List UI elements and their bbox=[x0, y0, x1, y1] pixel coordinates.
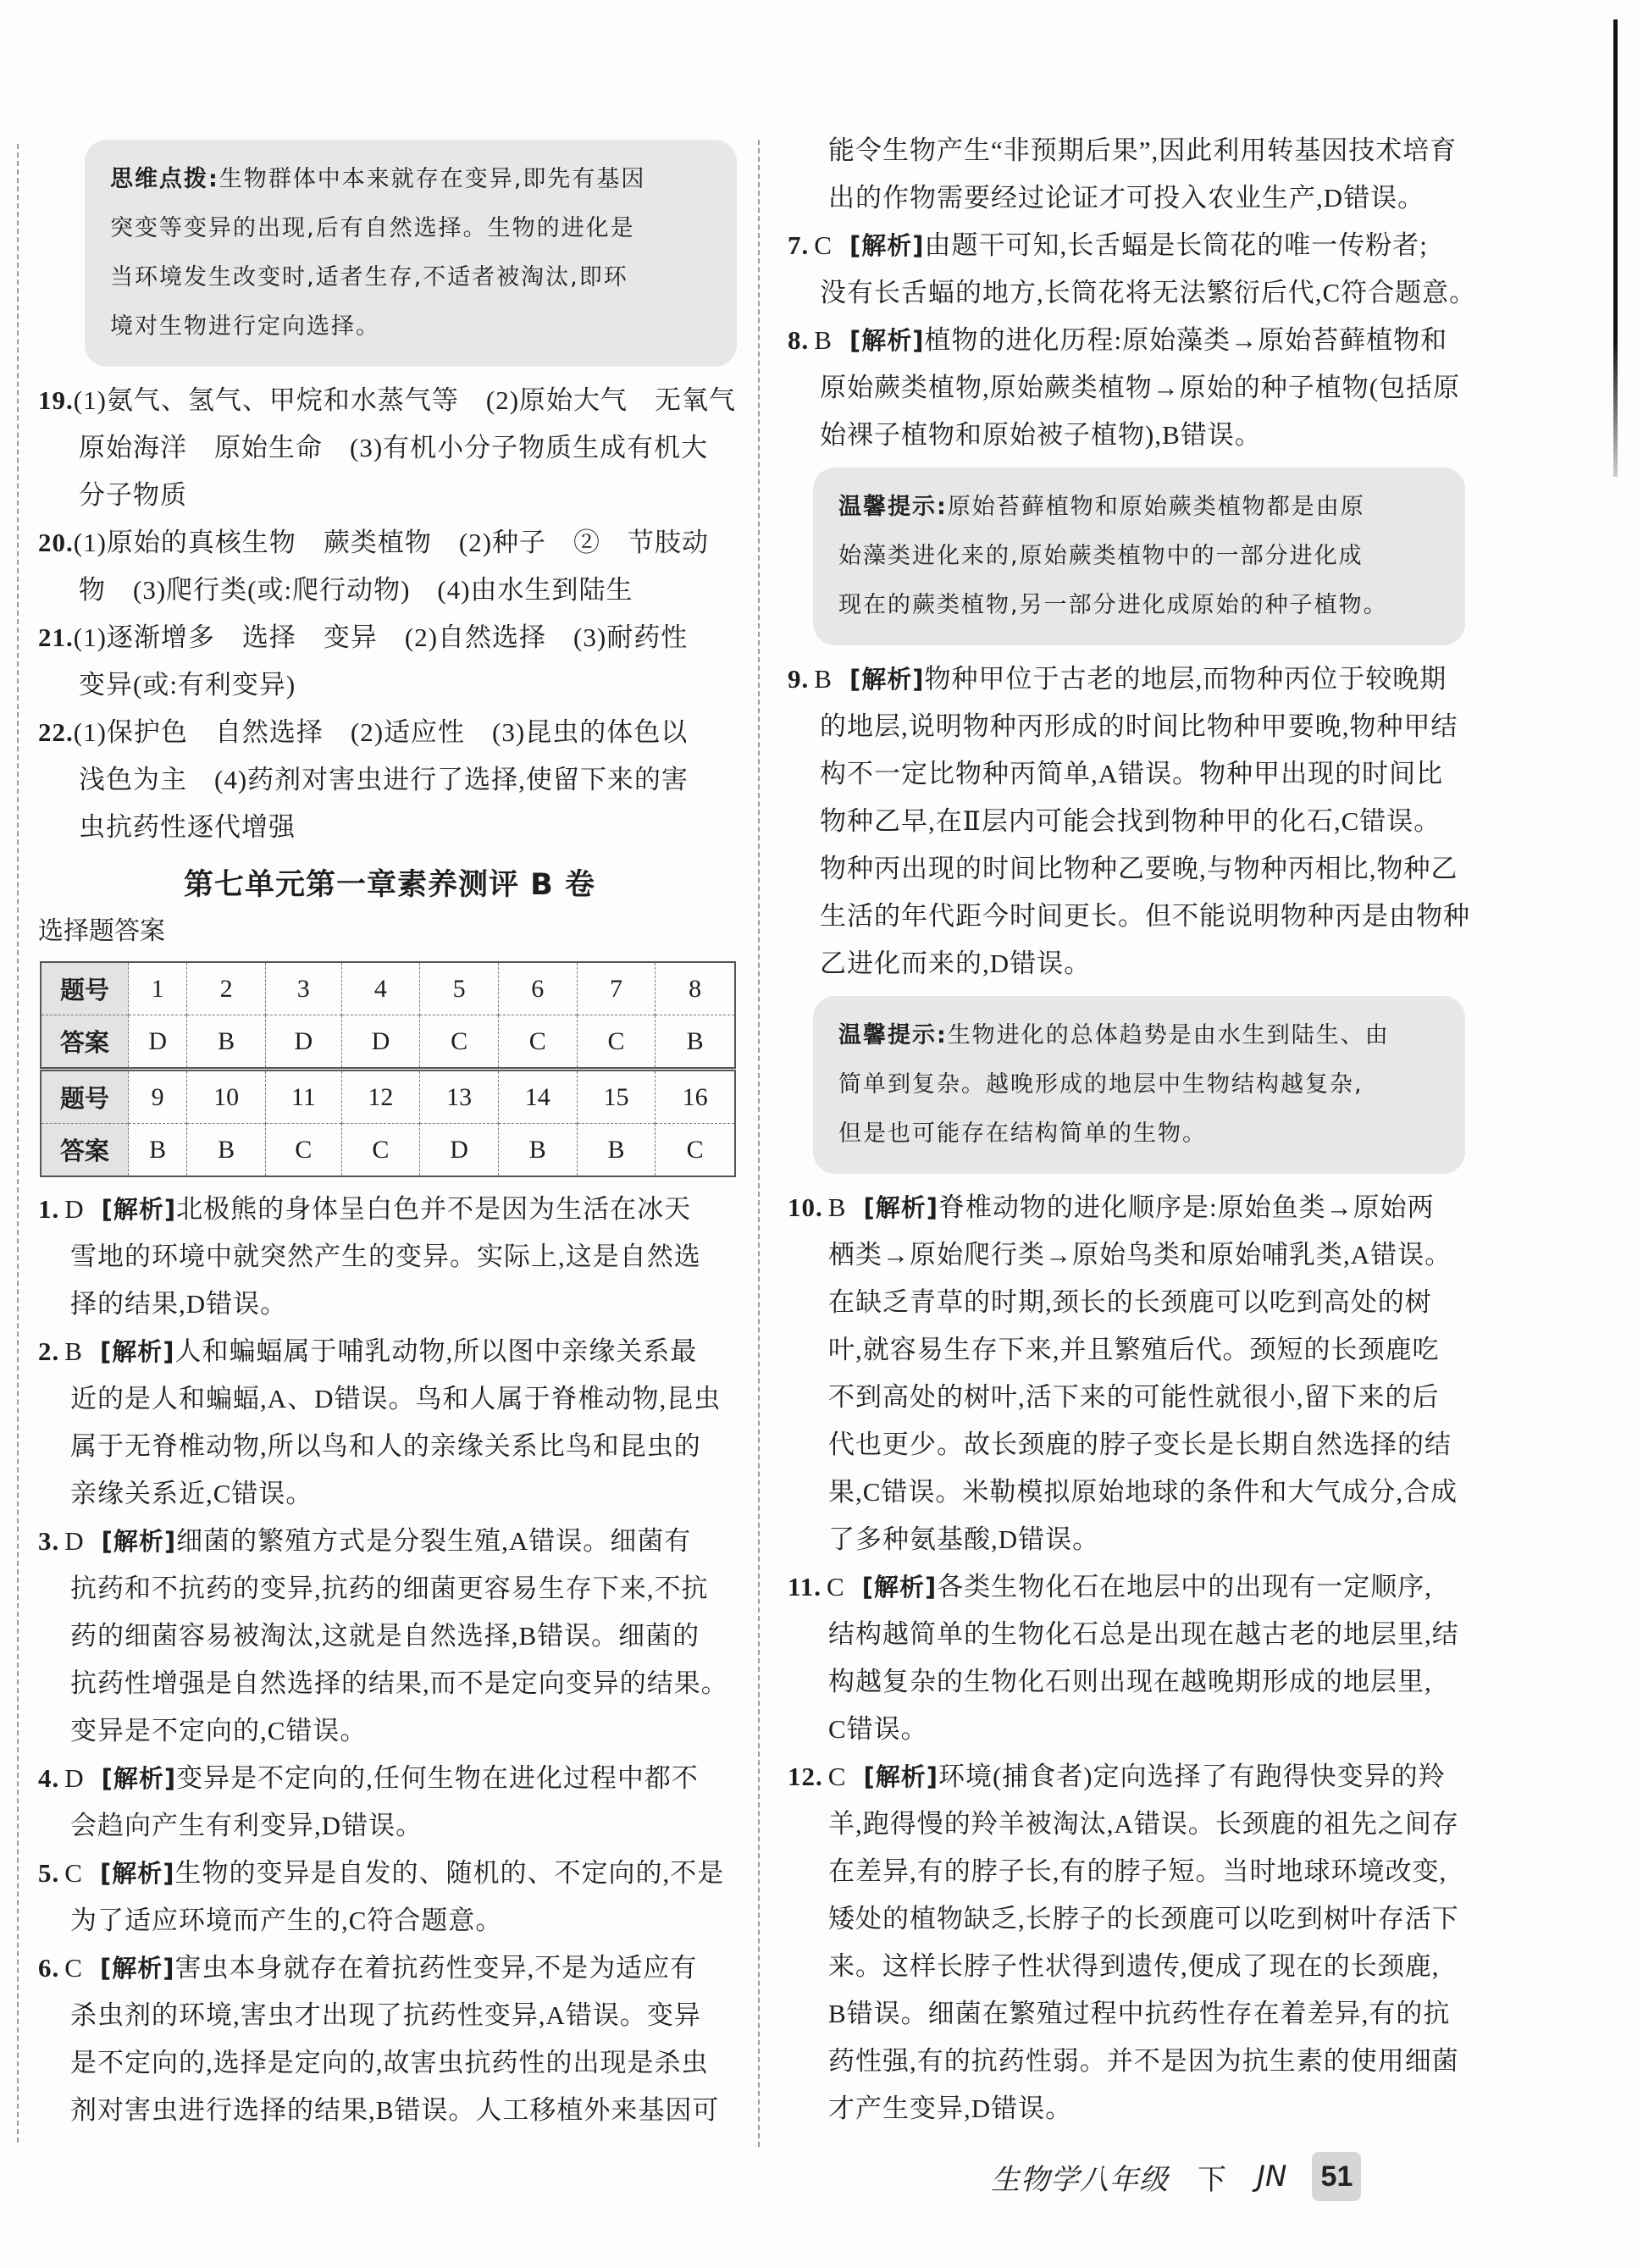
explanation-text: B错误。细菌在繁殖过程中抗药性存在着差异,有的抗 bbox=[828, 1999, 1451, 2028]
explanation-first-line bbox=[38, 1518, 741, 1565]
explanation-text: 矮处的植物缺乏,长脖子的长颈鹿可以吃到树叶存活下 bbox=[828, 1904, 1459, 1933]
answer-first-line bbox=[38, 519, 741, 567]
explanation-text: 不到高处的树叶,活下来的可能性就很小,留下来的后 bbox=[828, 1382, 1440, 1412]
explanation-text: 药性强,有的抗药性弱。并不是因为抗生素的使用细菌 bbox=[828, 2046, 1459, 2076]
answer-item bbox=[38, 709, 741, 851]
answer-first-line bbox=[38, 614, 741, 661]
answer-letter: C bbox=[814, 230, 833, 260]
explanation-text: 各类生物化石在地层中的出现有一定顺序, bbox=[937, 1572, 1432, 1601]
answer-cell: C bbox=[420, 1015, 499, 1070]
tip-line: 但是也可能存在结构简单的生物。 bbox=[838, 1120, 1207, 1147]
question-number-cell: 1 bbox=[129, 962, 187, 1015]
row-label-answer: 答案 bbox=[41, 1124, 129, 1177]
explanation-item bbox=[788, 1184, 1491, 1563]
explanation-first-line bbox=[38, 1186, 741, 1233]
analysis-tag: [解析] bbox=[99, 1337, 175, 1366]
item-number: 9. bbox=[788, 664, 810, 694]
item-number: 1. bbox=[38, 1194, 60, 1224]
explanation-text: 亲缘关系近,C错误。 bbox=[70, 1479, 313, 1508]
answer-letter: D bbox=[64, 1763, 85, 1793]
explanations-7-8 bbox=[788, 222, 1491, 459]
analysis-tag: [解析] bbox=[861, 1573, 938, 1601]
analysis-tag: [解析] bbox=[849, 326, 925, 355]
warm-tip-box-1 bbox=[813, 467, 1465, 645]
answer-cell: B bbox=[577, 1124, 656, 1177]
question-number-cell: 13 bbox=[420, 1070, 499, 1124]
footer-volume: 下 bbox=[1198, 2162, 1226, 2197]
explanation-item bbox=[38, 1755, 741, 1850]
item-number: 20. bbox=[38, 528, 74, 557]
tip-line: 始藻类进化来的,原始蕨类植物中的一部分进化成 bbox=[838, 543, 1364, 569]
item-number: 4. bbox=[38, 1763, 60, 1793]
question-number-cell: 11 bbox=[265, 1070, 341, 1124]
answer-text: 虫抗药性逐代增强 bbox=[79, 812, 296, 842]
answer-cell: B bbox=[187, 1015, 266, 1070]
explanation-text: 叶,就容易生存下来,并且繁殖后代。颈短的长颈鹿吃 bbox=[828, 1335, 1440, 1364]
explanation-text: 的地层,说明物种丙形成的时间比物种甲要晚,物种甲结 bbox=[820, 711, 1458, 741]
answer-item bbox=[38, 377, 741, 519]
question-number-cell: 9 bbox=[129, 1070, 187, 1124]
explanation-first-line bbox=[38, 1944, 741, 1992]
explanation-text: 害虫本身就存在着抗药性变异,不是为适应有 bbox=[174, 1953, 698, 1983]
page-edge-bar bbox=[1613, 19, 1618, 477]
explanation-text: 始裸子植物和原始被子植物),B错误。 bbox=[820, 420, 1262, 450]
explanation-first-line bbox=[788, 1184, 1491, 1231]
explanation-first-line bbox=[788, 317, 1491, 364]
explanation-text: 结构越简单的生物化石总是出现在越古老的地层里,结 bbox=[828, 1619, 1459, 1649]
explanations-10-12 bbox=[788, 1184, 1491, 2132]
tip-label: 思维点拨: bbox=[110, 166, 219, 192]
explanation-text: 雪地的环境中就突然产生的变异。实际上,这是自然选 bbox=[70, 1242, 701, 1271]
explanation-first-line bbox=[38, 1755, 741, 1802]
explanation-text: 变异是不定向的,C错误。 bbox=[70, 1716, 368, 1745]
answer-letter: B bbox=[814, 664, 833, 694]
question-number-row bbox=[41, 1070, 735, 1124]
answer-cell: C bbox=[577, 1015, 656, 1070]
explanation-text: 栖类→原始爬行类→原始鸟类和原始哺乳类,A错误。 bbox=[828, 1240, 1452, 1270]
answer-cell: B bbox=[498, 1124, 577, 1177]
item-number: 19. bbox=[38, 385, 74, 415]
question-number-cell: 6 bbox=[498, 962, 577, 1015]
text-line: 出的作物需要经过论证才可投入农业生产,D错误。 bbox=[828, 183, 1425, 213]
analysis-tag: [解析] bbox=[99, 1859, 175, 1888]
answer-row bbox=[41, 1015, 735, 1070]
explanation-text: 抗药性增强是自然选择的结果,而不是定向变异的结果。 bbox=[70, 1668, 728, 1698]
explanations-left bbox=[38, 1186, 741, 2134]
answer-row bbox=[41, 1124, 735, 1177]
explanation-text: 在差异,有的脖子长,有的脖子短。当时地球环境改变, bbox=[828, 1856, 1447, 1886]
continuation-text bbox=[788, 127, 1491, 222]
explanation-text: 属于无脊椎动物,所以鸟和人的亲缘关系比鸟和昆虫的 bbox=[70, 1431, 701, 1461]
explanation-text: 构越复杂的生物化石则出现在越晚期形成的地层里, bbox=[828, 1667, 1432, 1696]
item-number: 6. bbox=[38, 1953, 60, 1983]
table-title: 选择题答案 bbox=[38, 916, 165, 946]
answer-text: 浅色为主 (4)药剂对害虫进行了选择,使留下来的害 bbox=[79, 765, 689, 794]
item-number: 11. bbox=[788, 1572, 822, 1601]
answer-cell: C bbox=[341, 1124, 420, 1177]
explanation-text: 杀虫剂的环境,害虫才出现了抗药性变异,A错误。变异 bbox=[70, 2000, 701, 2030]
analysis-tag: [解析] bbox=[863, 1762, 938, 1791]
explanation-text: 代也更少。故长颈鹿的脖子变长是长期自然选择的结 bbox=[828, 1430, 1452, 1459]
explanation-text: 来。这样长脖子性状得到遗传,便成了现在的长颈鹿, bbox=[828, 1951, 1440, 1981]
answer-letter: C bbox=[827, 1762, 847, 1791]
explanation-text: 物种甲位于古老的地层,而物种丙位于较晚期 bbox=[924, 664, 1447, 694]
explanation-text: 变异是不定向的,任何生物在进化过程中都不 bbox=[176, 1763, 699, 1793]
answer-cell: D bbox=[341, 1015, 420, 1070]
answer-text: (1)氨气、氢气、甲烷和水蒸气等 (2)原始大气 无氧气 bbox=[73, 385, 737, 415]
answer-cell: B bbox=[129, 1124, 187, 1177]
explanation-text: 择的结果,D错误。 bbox=[70, 1289, 288, 1319]
explanation-first-line bbox=[788, 1563, 1491, 1611]
explanation-text: 剂对害虫进行选择的结果,B错误。人工移植外来基因可 bbox=[70, 2095, 720, 2125]
answer-letter: D bbox=[64, 1194, 85, 1224]
answer-text: 物 (3)爬行类(或:爬行动物) (4)由水生到陆生 bbox=[79, 575, 633, 605]
item-number: 2. bbox=[38, 1336, 60, 1366]
explanation-item bbox=[38, 1944, 741, 2134]
explanation-text: 物种乙早,在Ⅱ层内可能会找到物种甲的化石,C错误。 bbox=[820, 806, 1441, 836]
answer-cell: B bbox=[656, 1015, 735, 1070]
tip-line: 境对生物进行定向选择。 bbox=[110, 313, 380, 340]
explanation-first-line bbox=[788, 656, 1491, 703]
answer-text: 变异(或:有利变异) bbox=[79, 670, 296, 700]
question-number-cell: 8 bbox=[656, 962, 735, 1015]
right-column bbox=[788, 127, 1491, 2132]
explanation-text: 脊椎动物的进化顺序是:原始鱼类→原始两 bbox=[938, 1192, 1435, 1222]
answer-table bbox=[40, 961, 736, 1177]
tip-line: 突变等变异的出现,后有自然选择。生物的进化是 bbox=[110, 215, 635, 241]
question-number-cell: 15 bbox=[577, 1070, 656, 1124]
explanations-9 bbox=[788, 656, 1491, 987]
answer-letter: C bbox=[64, 1953, 83, 1983]
question-number-cell: 16 bbox=[656, 1070, 735, 1124]
row-label-question: 题号 bbox=[41, 1070, 129, 1124]
tip-line: 简单到复杂。越晚形成的地层中生物结构越复杂, bbox=[838, 1071, 1364, 1098]
explanation-text: 才产生变异,D错误。 bbox=[828, 2094, 1073, 2123]
explanation-text: 乙进化而来的,D错误。 bbox=[820, 949, 1092, 978]
explanation-text: 是不定向的,选择是定向的,故害虫抗药性的出现是杀虫 bbox=[70, 2048, 709, 2077]
explanation-text: C错误。 bbox=[828, 1714, 928, 1744]
explanation-first-line bbox=[38, 1328, 741, 1375]
item-number: 8. bbox=[788, 325, 810, 355]
answer-cell: D bbox=[129, 1015, 187, 1070]
explanation-item bbox=[788, 1563, 1491, 1753]
answer-text: 分子物质 bbox=[79, 480, 187, 510]
section-title: 第七单元第一章素养测评 B 卷 bbox=[183, 868, 596, 902]
explanation-item bbox=[38, 1328, 741, 1518]
question-number-cell: 14 bbox=[498, 1070, 577, 1124]
analysis-tag: [解析] bbox=[101, 1764, 177, 1793]
analysis-tag: [解析] bbox=[863, 1193, 938, 1222]
tip-line: 现在的蕨类植物,另一部分进化成原始的种子植物。 bbox=[838, 592, 1388, 618]
explanation-text: 细菌的繁殖方式是分裂生殖,A错误。细菌有 bbox=[176, 1526, 692, 1556]
explanation-text: 原始蕨类植物,原始蕨类植物→原始的种子植物(包括原 bbox=[820, 373, 1461, 402]
row-label-question: 题号 bbox=[41, 962, 129, 1015]
answer-item bbox=[38, 519, 741, 614]
explanation-text: 没有长舌蝠的地方,长筒花将无法繁衍后代,C符合题意。 bbox=[820, 278, 1477, 307]
question-number-cell: 7 bbox=[577, 962, 656, 1015]
explanation-text: 抗药和不抗药的变异,抗药的细菌更容易生存下来,不抗 bbox=[70, 1574, 709, 1603]
answer-letter: B bbox=[827, 1192, 847, 1222]
explanation-text: 生物的变异是自发的、随机的、不定向的,不是 bbox=[174, 1858, 725, 1888]
answer-text: (1)原始的真核生物 蕨类植物 (2)种子 ② 节肢动 bbox=[73, 528, 710, 557]
analysis-tag: [解析] bbox=[99, 1954, 175, 1983]
tip-line: 生物群体中本来就存在变异,即先有基因 bbox=[219, 166, 646, 192]
row-label-answer: 答案 bbox=[41, 1015, 129, 1070]
answer-first-line bbox=[38, 377, 741, 424]
answer-cell: D bbox=[265, 1015, 341, 1070]
answer-first-line bbox=[38, 709, 741, 756]
answer-text: (1)逐渐增多 选择 变异 (2)自然选择 (3)耐药性 bbox=[73, 622, 689, 652]
analysis-tag: [解析] bbox=[101, 1195, 177, 1224]
explanation-text: 环境(捕食者)定向选择了有跑得快变异的羚 bbox=[938, 1762, 1446, 1791]
answer-text: (1)保护色 自然选择 (2)适应性 (3)昆虫的体色以 bbox=[73, 717, 689, 747]
page-footer bbox=[991, 2147, 1361, 2206]
item-number: 21. bbox=[38, 622, 74, 652]
left-column bbox=[38, 131, 741, 2134]
tip-label: 温馨提示: bbox=[838, 1022, 948, 1048]
answer-text: 原始海洋 原始生命 (3)有机小分子物质生成有机大 bbox=[79, 433, 709, 462]
tip-label: 温馨提示: bbox=[838, 494, 948, 520]
left-margin-dashed-line bbox=[17, 144, 19, 2143]
explanation-text: 近的是人和蝙蝠,A、D错误。鸟和人属于脊椎动物,昆虫 bbox=[70, 1384, 722, 1413]
page-number-badge: 51 bbox=[1312, 2152, 1361, 2201]
explanation-item bbox=[788, 1753, 1491, 2132]
answer-cell: C bbox=[265, 1124, 341, 1177]
footer-edition-code: JN bbox=[1257, 2160, 1287, 2193]
explanation-item bbox=[788, 222, 1491, 317]
explanation-text: 物种丙出现的时间比物种乙要晚,与物种丙相比,物种乙 bbox=[820, 854, 1458, 883]
tip-line: 当环境发生改变时,适者生存,不适者被淘汰,即环 bbox=[110, 264, 628, 290]
explanation-item bbox=[788, 317, 1491, 459]
answer-cell: D bbox=[420, 1124, 499, 1177]
item-number: 3. bbox=[38, 1526, 60, 1556]
answer-cell: C bbox=[656, 1124, 735, 1177]
tip-line: 生物进化的总体趋势是由水生到陆生、由 bbox=[947, 1022, 1390, 1048]
question-number-cell: 5 bbox=[420, 962, 499, 1015]
analysis-tag: [解析] bbox=[849, 231, 925, 260]
question-number-cell: 2 bbox=[187, 962, 266, 1015]
analysis-tag: [解析] bbox=[101, 1527, 177, 1556]
column-divider-dashed-line bbox=[758, 140, 760, 2147]
answer-letter: C bbox=[64, 1858, 83, 1888]
thinking-tip-box bbox=[85, 140, 737, 367]
explanation-first-line bbox=[38, 1850, 741, 1897]
answer-cell: B bbox=[187, 1124, 266, 1177]
footer-subject: 生物学八年级 bbox=[991, 2162, 1169, 2197]
fill-in-answers bbox=[38, 377, 741, 851]
explanation-text: 生活的年代距今时间更长。但不能说明物种丙是由物种 bbox=[820, 901, 1470, 931]
question-number-cell: 12 bbox=[341, 1070, 420, 1124]
explanation-first-line bbox=[788, 1753, 1491, 1801]
explanation-text: 在缺乏青草的时期,颈长的长颈鹿可以吃到高处的树 bbox=[828, 1287, 1432, 1317]
tip-line: 原始苔藓植物和原始蕨类植物都是由原 bbox=[947, 494, 1365, 520]
explanation-text: 人和蝙蝠属于哺乳动物,所以图中亲缘关系最 bbox=[174, 1336, 698, 1366]
answer-letter: B bbox=[64, 1336, 83, 1366]
item-number: 12. bbox=[788, 1762, 823, 1791]
explanation-text: 果,C错误。米勒模拟原始地球的条件和大气成分,合成 bbox=[828, 1477, 1458, 1507]
explanation-text: 会趋向产生有利变异,D错误。 bbox=[70, 1811, 423, 1840]
answer-cell: C bbox=[498, 1015, 577, 1070]
explanation-text: 构不一定比物种丙简单,A错误。物种甲出现的时间比 bbox=[820, 759, 1444, 788]
question-number-cell: 10 bbox=[187, 1070, 266, 1124]
answer-letter: D bbox=[64, 1526, 85, 1556]
explanation-text: 由题干可知,长舌蝠是长筒花的唯一传粉者; bbox=[924, 230, 1428, 260]
explanation-item bbox=[38, 1518, 741, 1755]
answer-item bbox=[38, 614, 741, 709]
explanation-text: 羊,跑得慢的羚羊被淘汰,A错误。长颈鹿的祖先之间存 bbox=[828, 1809, 1459, 1839]
answer-letter: C bbox=[827, 1572, 845, 1601]
explanation-item bbox=[788, 656, 1491, 987]
explanation-text: 了多种氨基酸,D错误。 bbox=[828, 1524, 1100, 1554]
question-number-row bbox=[41, 962, 735, 1015]
explanation-item bbox=[38, 1850, 741, 1944]
item-number: 10. bbox=[788, 1192, 823, 1222]
question-number-cell: 3 bbox=[265, 962, 341, 1015]
item-number: 5. bbox=[38, 1858, 60, 1888]
explanation-text: 植物的进化历程:原始藻类→原始苔藓植物和 bbox=[924, 325, 1448, 355]
item-number: 7. bbox=[788, 230, 810, 260]
answer-letter: B bbox=[814, 325, 833, 355]
explanation-item bbox=[38, 1186, 741, 1328]
explanation-text: 北极熊的身体呈白色并不是因为生活在冰天 bbox=[176, 1194, 692, 1224]
text-line: 能令生物产生“非预期后果”,因此利用转基因技术培育 bbox=[828, 136, 1458, 165]
explanation-text: 为了适应环境而产生的,C符合题意。 bbox=[70, 1906, 503, 1935]
question-number-cell: 4 bbox=[341, 962, 420, 1015]
item-number: 22. bbox=[38, 717, 74, 747]
explanation-first-line bbox=[788, 222, 1491, 269]
explanation-text: 药的细菌容易被淘汰,这就是自然选择,B错误。细菌的 bbox=[70, 1621, 700, 1651]
analysis-tag: [解析] bbox=[849, 665, 925, 694]
warm-tip-box-2 bbox=[813, 996, 1465, 1174]
